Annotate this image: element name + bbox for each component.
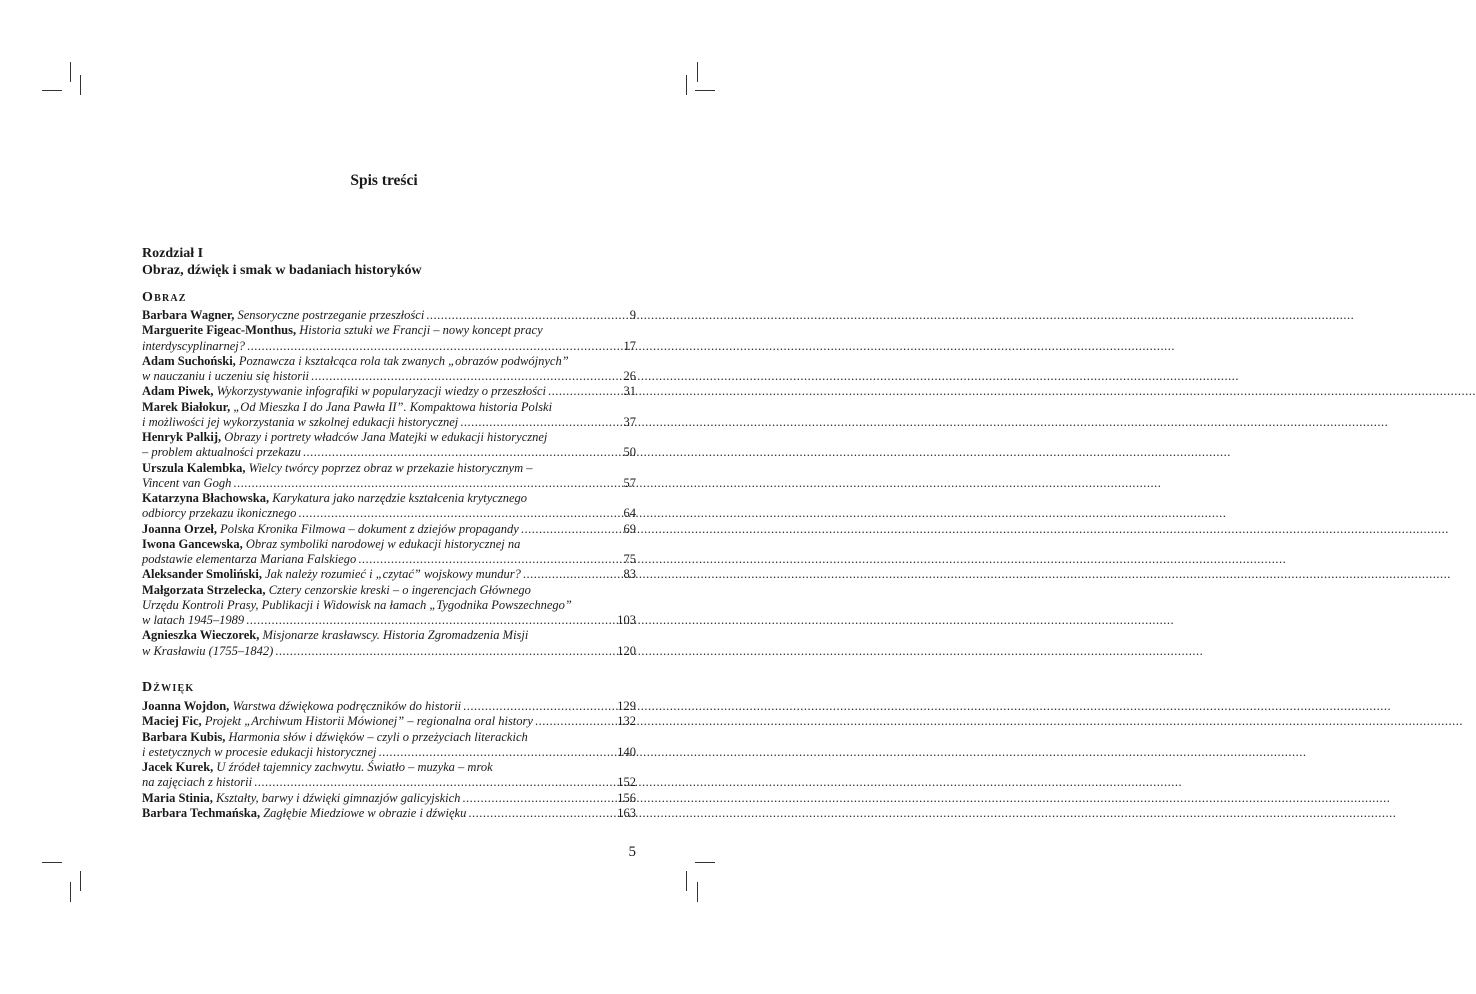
toc-leader-dots [535,714,590,729]
toc-entry [142,308,636,323]
toc-line-text [142,461,532,476]
toc-author: Katarzyna Błachowska, [142,491,270,505]
toc-page-number: 140 [617,744,636,759]
toc-line-text [142,567,521,582]
toc-line [142,323,596,338]
toc-line [142,745,596,760]
toc-author: Barbara Techmańska, [142,805,261,820]
toc-author: Marguerite Figeac-Monthus, [142,323,297,338]
toc-list [142,308,636,659]
toc-line-text [142,308,424,323]
crop-mark [70,882,71,902]
toc-entry [142,791,636,806]
toc-line [142,491,596,506]
toc-line-text [142,760,493,775]
toc-author: Iwona Gancewska, [142,536,243,551]
toc-title: i możliwości jej wykorzystania w szkolnej edukacji historycznej [142,414,459,429]
toc-title: Obraz symboliki narodowej w edukacji historycznej na [245,536,521,551]
toc-line-text [142,791,460,806]
toc-page-number: 50 [623,445,636,460]
toc-title: Karykatura jako narzędzie kształcenia krytycznego [272,491,528,505]
toc-leader-dots [460,415,590,430]
toc-line [142,714,596,729]
toc-line [142,369,596,384]
toc-line [142,583,596,598]
crop-mark [697,62,698,82]
crop-mark [686,75,687,95]
toc-line [142,339,596,354]
toc-line-text [142,354,569,369]
toc-line-text [142,384,546,399]
toc-line-text [142,537,520,552]
toc-line-text [142,775,252,790]
toc-line-text [142,598,572,613]
toc-entry [142,583,636,629]
toc-line [142,522,596,537]
toc-page-number: 17 [623,338,636,353]
toc-title: Warstwa dźwiękowa podręczników do historii [232,699,462,713]
toc-title: Jak należy rozumieć i „czytać” wojskowy mundur? [265,567,521,582]
toc-title: Poznawcza i kształcąca rola tak zwanych „obrazów podwójnych” [238,353,569,368]
toc-title: Projekt „Archiwum Historii Mówionej” – regionalna oral history [204,714,533,729]
toc-page-number: 83 [623,567,636,582]
toc-author: Barbara Wagner, [142,308,235,322]
toc-leader-dots [462,791,590,806]
chapter-heading [142,245,422,279]
toc-title: „Od Mieszka I do Jana Pawła II”. Kompaktowa historia Polski [233,399,553,414]
toc-line-text [142,491,527,506]
toc-page-number: 57 [623,475,636,490]
toc-line-text [142,628,528,643]
toc-line-text [142,745,377,760]
toc-line-text [142,400,552,415]
toc-page-number: 163 [617,805,636,820]
toc-title: Zagłębie Miedziowe w obrazie i dźwięku [263,805,467,820]
toc-entry [142,567,636,582]
toc-title: Vincent van Gogh [142,475,232,490]
crop-mark [42,862,62,863]
toc-entry [142,323,636,354]
toc-entry [142,760,636,791]
chapter-number: Rozdział I [142,246,204,261]
crop-mark [70,62,71,82]
toc-line [142,384,596,399]
toc-title: Wykorzystywanie infografiki w popularyzacji wiedzy o przeszłości [216,384,547,399]
crop-mark [80,871,81,891]
toc-title: Sensoryczne postrzeganie przeszłości [237,308,425,322]
toc-line [142,430,596,445]
toc-author: Henryk Palkij, [142,430,222,444]
toc-entry [142,522,636,537]
toc-page-number: 156 [617,790,636,805]
toc-page-number: 31 [623,384,636,399]
toc-line [142,400,596,415]
toc-leader-dots [358,552,590,567]
toc-line [142,730,596,745]
toc-leader-dots [426,308,590,323]
toc-page-number: 64 [623,506,636,521]
crop-mark [695,90,715,91]
crop-mark [686,871,687,891]
toc-line [142,613,596,628]
page-number: 5 [628,844,636,860]
toc-line [142,699,596,714]
toc-title: Kształty, barwy i dźwięki gimnazjów galicyjskich [215,790,461,805]
toc-line-text [142,415,458,430]
toc-author: Joanna Wojdon, [142,699,230,713]
toc-line [142,628,596,643]
toc-title: U źródeł tajemnicy zachwytu. Światło – muzyka – mrok [216,760,493,774]
crop-mark [695,862,715,863]
toc-line-text [142,613,244,628]
toc-line-text [142,506,296,521]
toc-author: Marek Białokur, [142,399,231,414]
toc-line-text [142,583,531,598]
toc-author: Aleksander Smoliński, [142,567,262,582]
toc-leader-dots [311,369,590,384]
toc-leader-dots [379,745,590,760]
toc-line [142,644,596,659]
toc-line [142,791,596,806]
toc-line-text [142,730,528,745]
crop-mark [80,75,81,95]
toc-title: Misjonarze krasławscy. Historia Zgromadzenia Misji [262,628,529,643]
toc-title: Historia sztuki we Francji – nowy koncept pracy [299,323,543,338]
toc-line [142,476,596,491]
toc-entry [142,461,636,492]
toc-author: Małgorzata Strzelecka, [142,582,266,597]
toc-page-number: 69 [623,521,636,536]
toc-line-text [142,714,533,729]
toc-page-number: 103 [617,613,636,627]
toc-leader-dots [247,339,590,354]
toc-line [142,537,596,552]
toc-entry [142,430,636,461]
toc-author: Adam Piwek, [142,384,214,399]
toc-line [142,445,596,460]
toc-author: Joanna Orzeł, [142,521,217,536]
toc-line [142,806,596,821]
toc-page-number: 129 [617,699,636,713]
toc-entry [142,537,636,568]
toc-author: Jacek Kurek, [142,760,214,774]
toc-page-number: 75 [623,552,636,566]
toc-entry [142,699,636,714]
chapter-title: Obraz, dźwięk i smak w badaniach historyków [142,263,422,278]
toc-line [142,567,596,582]
toc-title: interdyscyplinarnej? [142,338,245,353]
toc-entry [142,628,636,659]
toc-line-text [142,522,519,537]
toc-entry [142,491,636,522]
page-title: Spis treści [350,172,418,189]
toc-line [142,354,596,369]
toc-page-number: 132 [617,714,636,729]
toc-title: na zajęciach z historii [142,775,253,790]
toc-entry [142,354,636,385]
toc-line [142,775,596,790]
toc-entry [142,400,636,431]
section-heading: Dźwięk [142,680,195,695]
toc-leader-dots [254,775,590,790]
toc-line-text [142,476,231,491]
toc-page-number: 37 [623,414,636,429]
toc-title: Cztery cenzorskie kreski – o ingerencjach Głównego [268,582,531,597]
toc-author: Agnieszka Wieczorek, [142,628,260,643]
toc-line-text [142,644,273,659]
toc-line-text [142,339,245,354]
toc-leader-dots [303,445,590,460]
toc-leader-dots [548,384,590,399]
toc-line-text [142,369,309,384]
section-heading: Obraz [142,290,187,305]
toc-page-number: 9 [629,308,636,322]
toc-title: Harmonia słów i dźwięków – czyli o przeżyciach literackich [228,729,528,744]
toc-title: w latach 1945–1989 [142,613,245,627]
toc-line [142,415,596,430]
toc-title: w nauczaniu i uczeniu się historii [142,369,310,383]
toc-page-number: 120 [617,643,636,658]
crop-mark [697,882,698,902]
toc-leader-dots [521,522,590,537]
toc-leader-dots [246,613,590,628]
toc-title: i estetycznych w procesie edukacji historycznej [142,744,377,759]
toc-title: w Krasławiu (1755–1842) [142,643,274,658]
toc-author: Adam Suchoński, [142,353,236,368]
toc-line-text [142,699,461,714]
toc-entry [142,714,636,729]
toc-leader-dots [275,644,590,659]
toc-line [142,552,596,567]
toc-line-text [142,806,466,821]
toc-author: Barbara Kubis, [142,729,226,744]
toc-author: Maciej Fic, [142,714,202,729]
toc-list [142,699,636,821]
toc-entry [142,806,636,821]
toc-line [142,760,596,775]
toc-title: Obrazy i portrety władców Jana Matejki w edukacji historycznej [224,430,548,444]
toc-leader-dots [233,476,590,491]
toc-author: Urszula Kalembka, [142,460,246,475]
toc-line [142,506,596,521]
toc-title: Polska Kronika Filmowa – dokument z dziejów propagandy [220,521,519,536]
toc-line [142,461,596,476]
toc-line-text [142,445,301,460]
toc-leader-dots [298,506,590,521]
toc-line-text [142,552,356,567]
toc-leader-dots [523,567,590,582]
toc-page-number: 152 [617,775,636,790]
toc-title: Wielcy twórcy poprzez obraz w przekazie historycznym – [248,460,533,475]
toc-title: podstawie elementarza Mariana Falskiego [142,552,357,566]
toc-entry [142,384,636,399]
crop-mark [42,90,62,91]
toc-line-text [142,323,543,338]
toc-title: Urzędu Kontroli Prasy, Publikacji i Widowisk na łamach „Tygodnika Powszechnego” [142,597,572,612]
toc-line [142,598,596,613]
toc-leader-dots [468,806,590,821]
toc-title: – problem aktualności przekazu [142,445,301,460]
toc-line-text [142,430,547,445]
toc-title: odbiorcy przekazu ikonicznego [142,506,297,521]
toc-leader-dots [463,699,590,714]
toc-page-number: 26 [623,369,636,383]
toc-author: Maria Stinia, [142,790,213,805]
toc-entry [142,730,636,761]
toc-line [142,308,596,323]
